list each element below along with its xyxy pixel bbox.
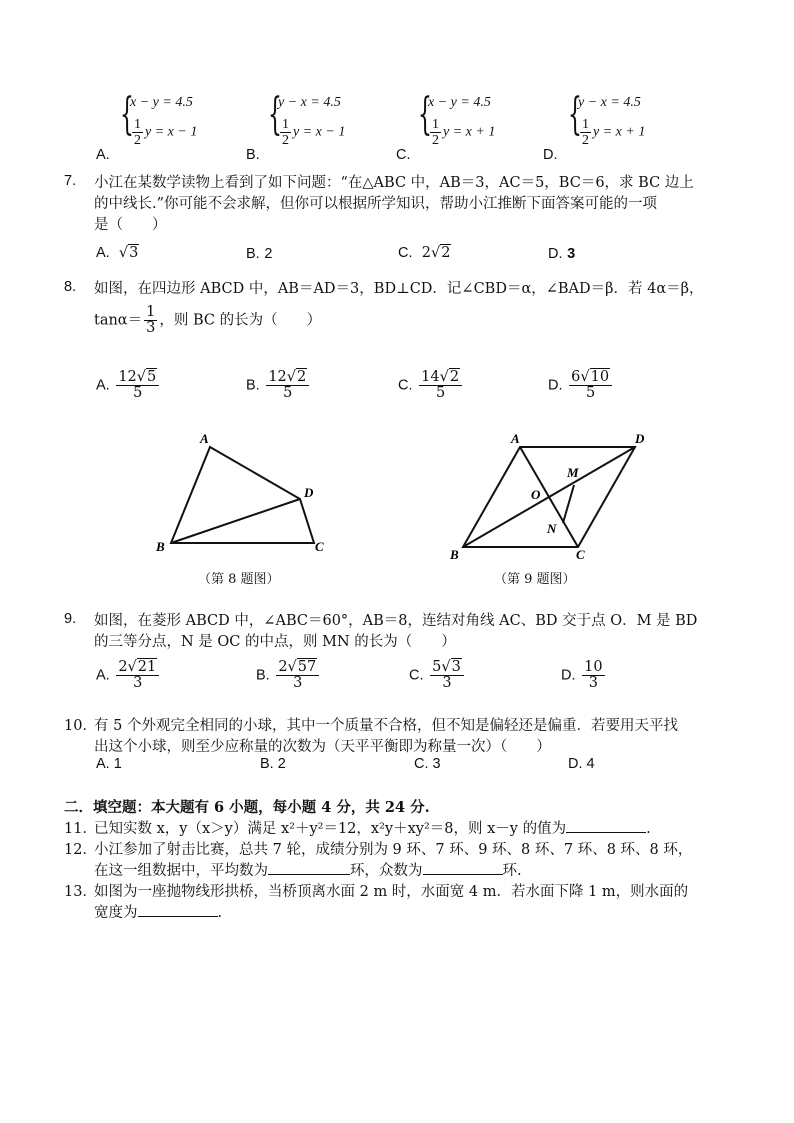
q9-option-c: C. $\frac{5√3}{3}$ — [409, 660, 466, 691]
fig8-label-b: B — [156, 539, 165, 554]
q8-option-b: B. $\frac{12√2}{5}$ — [246, 370, 311, 401]
q12-number: 12． — [64, 842, 97, 858]
q7-option-d: D. 3 — [548, 246, 576, 262]
q13-line-2: 宽度为 . — [94, 905, 223, 921]
q12-line-2: 在这一组数据中，平均数为 环，众数为 环. — [94, 863, 522, 879]
q11-answer-blank[interactable] — [566, 832, 646, 833]
fig9-label-m: M — [567, 465, 579, 480]
q7-number: 7. — [64, 173, 77, 189]
fig9-label-n: N — [547, 521, 557, 536]
fig9-label-a: A — [511, 431, 520, 446]
q7-line-3: 是（ ） — [94, 217, 167, 233]
q12-mode-blank[interactable] — [423, 874, 503, 875]
section-2-title: 二．填空题： — [64, 799, 151, 816]
q8-line-1: 如图，在四边形 ABCD 中，AB＝AD＝3，BD⊥CD．记∠CBD＝α，∠BAD＝β．若 4α＝β， — [94, 281, 704, 297]
q11-text: 已知实数 x，y（x＞y）满足 x²＋y²＝12，x²y＋xy²＝8，则 x－y 的值为 . — [94, 821, 651, 837]
q9-option-a: A. $\frac{2√21}{3}$ — [96, 660, 161, 691]
q8-option-a: A. $\frac{12√5}{5}$ — [96, 370, 161, 401]
fig9-label-c: C — [576, 547, 585, 562]
q7-line-2: 的中线长.”你可能不会求解，但你可以根据所学知识，帮助小江推断下面答案可能的一项 — [94, 196, 658, 212]
quad-abcd — [171, 447, 314, 543]
q10-option-d: D. 4 — [568, 756, 595, 772]
q12-line-1: 小江参加了射击比赛，总共 7 轮，成绩分别为 9 环、7 环、9 环、8 环、7 环、8 环、8 环， — [94, 842, 693, 858]
section-2-heading — [64, 796, 430, 817]
q8-option-d: D. $\frac{6√10}{5}$ — [548, 370, 614, 401]
fig9-label-d: D — [635, 431, 645, 446]
q9-number: 9. — [64, 611, 77, 627]
q12-mean-blank[interactable] — [268, 874, 350, 875]
q7-option-a: A. √3 — [96, 245, 139, 261]
q6-option-a-label: A. — [96, 147, 110, 163]
fig9-caption: （第 9 题图） — [494, 572, 576, 587]
diagonal-bd — [171, 499, 300, 543]
q9-line-1: 如图，在菱形 ABCD 中，∠ABC＝60°，AB＝8，连结对角线 AC、BD 交于点 O．M 是 BD — [94, 613, 698, 629]
q8-option-c: C. $\frac{14√2}{5}$ — [398, 370, 464, 401]
q10-option-b: B. 2 — [260, 756, 286, 772]
q10-option-c: C. 3 — [414, 756, 441, 772]
q9-option-d: D. $\frac{10}{3}$ — [561, 659, 603, 691]
q10-line-1: 有 5 个外观完全相同的小球，其中一个质量不合格，但不知是偏轻还是偏重．若要用天平找 — [94, 718, 678, 734]
q8-number: 8. — [64, 279, 77, 295]
figure-8-quadrilateral — [140, 425, 350, 560]
fig8-label-c: C — [315, 539, 324, 554]
q13-answer-blank[interactable] — [138, 916, 218, 917]
fig8-label-a: A — [200, 431, 209, 446]
q10-option-a: A. 1 — [96, 756, 122, 772]
q10-number: 10． — [64, 718, 97, 734]
q13-number: 13． — [64, 884, 97, 900]
section-2-desc: 本大题有 6 小题，每小题 4 分，共 24 分. — [151, 799, 430, 816]
fig8-caption: （第 8 题图） — [198, 572, 280, 587]
q8-line-2: tanα＝ $\frac{1}{3}$ ，则 BC 的长为（ ） — [94, 304, 322, 336]
fig9-label-b: B — [450, 547, 459, 562]
fig8-label-d: D — [304, 485, 314, 500]
q7-option-b: B. 2 — [246, 246, 273, 262]
q11-number: 11． — [64, 821, 97, 837]
q6-option-d-label: D. — [543, 147, 558, 163]
q6-option-c-label: C. — [396, 147, 411, 163]
q7-line-1: 小江在某数学读物上看到了如下问题：“在△ABC 中，AB＝3，AC＝5，BC＝6，求 BC 边上 — [94, 175, 694, 191]
q6-option-b-label: B. — [246, 147, 260, 163]
q9-line-2: 的三等分点，N 是 OC 的中点，则 MN 的长为（ ） — [94, 634, 456, 650]
figure-9-rhombus — [445, 425, 655, 565]
q10-line-2: 出这个小球，则至少应称量的次数为（天平平衡即为称量一次）（ ） — [94, 739, 551, 755]
q7-option-c: C. 2√2 — [398, 245, 451, 261]
q13-line-1: 如图为一座抛物线形拱桥，当桥顶离水面 2 m 时，水面宽 4 m．若水面下降 1 m，则水面的 — [94, 884, 689, 900]
q9-option-b: B. $\frac{2√57}{3}$ — [256, 660, 321, 691]
fig9-label-o: O — [531, 487, 541, 502]
segment-mn — [563, 485, 574, 523]
